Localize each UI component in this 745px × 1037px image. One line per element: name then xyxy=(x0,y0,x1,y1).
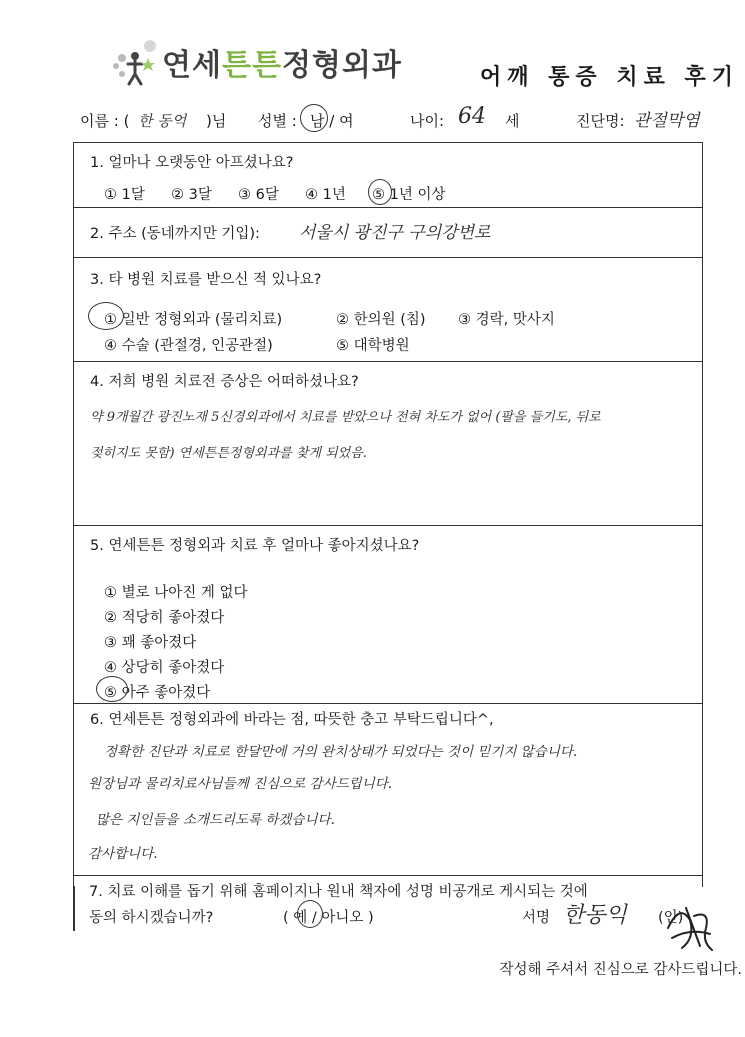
document-title: 어깨 통증 치료 후기 xyxy=(480,65,739,90)
q6-answer-line-4: 감사합니다. xyxy=(88,846,158,862)
name-label: 이름 : ( xyxy=(80,112,130,130)
q1-option-1: ① 1달 xyxy=(104,187,145,203)
q1-option-5: ⑤ 1년 이상 xyxy=(372,187,446,203)
question-1-text: 1. 얼마나 오랫동안 아프셨나요? xyxy=(90,155,294,171)
q1-option-3: ③ 6달 xyxy=(238,187,279,203)
name-suffix: )님 xyxy=(206,112,227,130)
q5-option-4: ④ 상당히 좋아졌다 xyxy=(104,660,225,676)
q4-answer-line-1: 약 9개월간 광진노재 5신경외과에서 치료를 받았으나 전혀 차도가 없어 (팔을 들기도, 뒤로 xyxy=(90,410,601,425)
question-4-section xyxy=(74,362,702,526)
question-5-section xyxy=(74,526,702,704)
question-3-text: 3. 타 병원 치료를 받으신 적 있나요? xyxy=(90,272,322,288)
diagnosis-value: 관절막염 xyxy=(634,111,700,131)
survey-form xyxy=(73,142,703,887)
q3-option-4: ④ 수술 (관절경, 인공관절) xyxy=(104,338,273,354)
q3-option-3: ③ 경락, 맛사지 xyxy=(458,312,555,328)
question-6-section xyxy=(74,704,702,876)
q3-option-1: ① 일반 정형외과 (물리치료) xyxy=(104,312,283,328)
question-4-text: 4. 저희 병원 치료전 증상은 어떠하셨나요? xyxy=(90,374,359,390)
q7-left-border xyxy=(73,886,75,931)
q3-option-2: ② 한의원 (침) xyxy=(336,312,426,328)
question-3-section xyxy=(74,258,702,362)
question-2-text: 2. 주소 (동네까지만 기입): xyxy=(90,226,260,242)
diagnosis-label: 진단명: xyxy=(576,112,625,130)
q5-option-5: ⑤ 아주 좋아졌다 xyxy=(104,685,211,701)
question-7-text-line-1: 7. 치료 이해를 돕기 위해 홈페이지나 원내 책자에 성명 비공개로 게시되는 것에 xyxy=(89,884,588,900)
question-7-text-line-2: 동의 하시겠습니까? xyxy=(89,910,214,926)
q1-option-4: ④ 1년 xyxy=(305,187,346,203)
question-6-text: 6. 연세튼튼 정형외과에 바라는 점, 따뜻한 충고 부탁드립니다^, xyxy=(90,712,494,728)
question-5-text: 5. 연세튼튼 정형외과 치료 후 얼마나 좋아지셨나요? xyxy=(90,538,420,554)
q5-option-3: ③ 꽤 좋아졌다 xyxy=(104,635,197,651)
age-value: 64 xyxy=(458,104,486,129)
q7-choice: ( 예 / 아니오 ) xyxy=(283,910,374,926)
name-value: 한 동억 xyxy=(138,112,187,130)
footer-thanks: 작성해 주셔서 진심으로 감사드립니다. xyxy=(499,962,742,978)
sex-label: 성별 : xyxy=(258,112,297,130)
q3-option-5: ⑤ 대학병원 xyxy=(336,338,410,354)
q7-selection-circle xyxy=(297,900,323,928)
q1-option-2: ② 3달 xyxy=(171,187,212,203)
sex-selection-circle xyxy=(300,104,328,132)
age-label: 나이: xyxy=(410,112,445,130)
signature-value: 한동익 xyxy=(563,903,627,928)
q5-option-2: ② 적당히 좋아졌다 xyxy=(104,610,225,626)
age-unit: 세 xyxy=(505,112,520,130)
clinic-logo-icon xyxy=(110,38,160,88)
q1-selection-circle xyxy=(368,179,392,205)
q6-answer-line-1: 정확한 진단과 치료로 한달만에 거의 완치상태가 되었다는 것이 믿기지 않습니다. xyxy=(104,744,578,760)
signature-label: 서명 xyxy=(522,910,551,926)
clinic-logo-text: 연세튼튼정형외과 xyxy=(162,48,402,83)
q6-answer-line-2: 원장님과 물리치료사님들께 진심으로 감사드립니다. xyxy=(88,776,393,792)
question-2-section xyxy=(74,208,702,258)
q6-answer-line-3: 많은 지인들을 소개드리도록 하겠습니다. xyxy=(96,812,335,828)
sex-options: 남 / 여 xyxy=(310,112,354,130)
q4-answer-line-2: 젖히지도 못함) 연세튼튼정형외과를 찾게 되었음. xyxy=(90,446,367,461)
seal-label: (인) xyxy=(658,910,684,926)
q5-selection-circle xyxy=(96,676,128,702)
clinic-logo xyxy=(110,38,440,88)
q5-option-1: ① 별로 나아진 게 없다 xyxy=(104,585,248,601)
q3-selection-circle xyxy=(88,302,124,330)
question-1-section xyxy=(74,143,702,208)
signature-scribble xyxy=(660,898,720,958)
q2-answer: 서울시 광진구 구의강변로 xyxy=(299,223,491,243)
